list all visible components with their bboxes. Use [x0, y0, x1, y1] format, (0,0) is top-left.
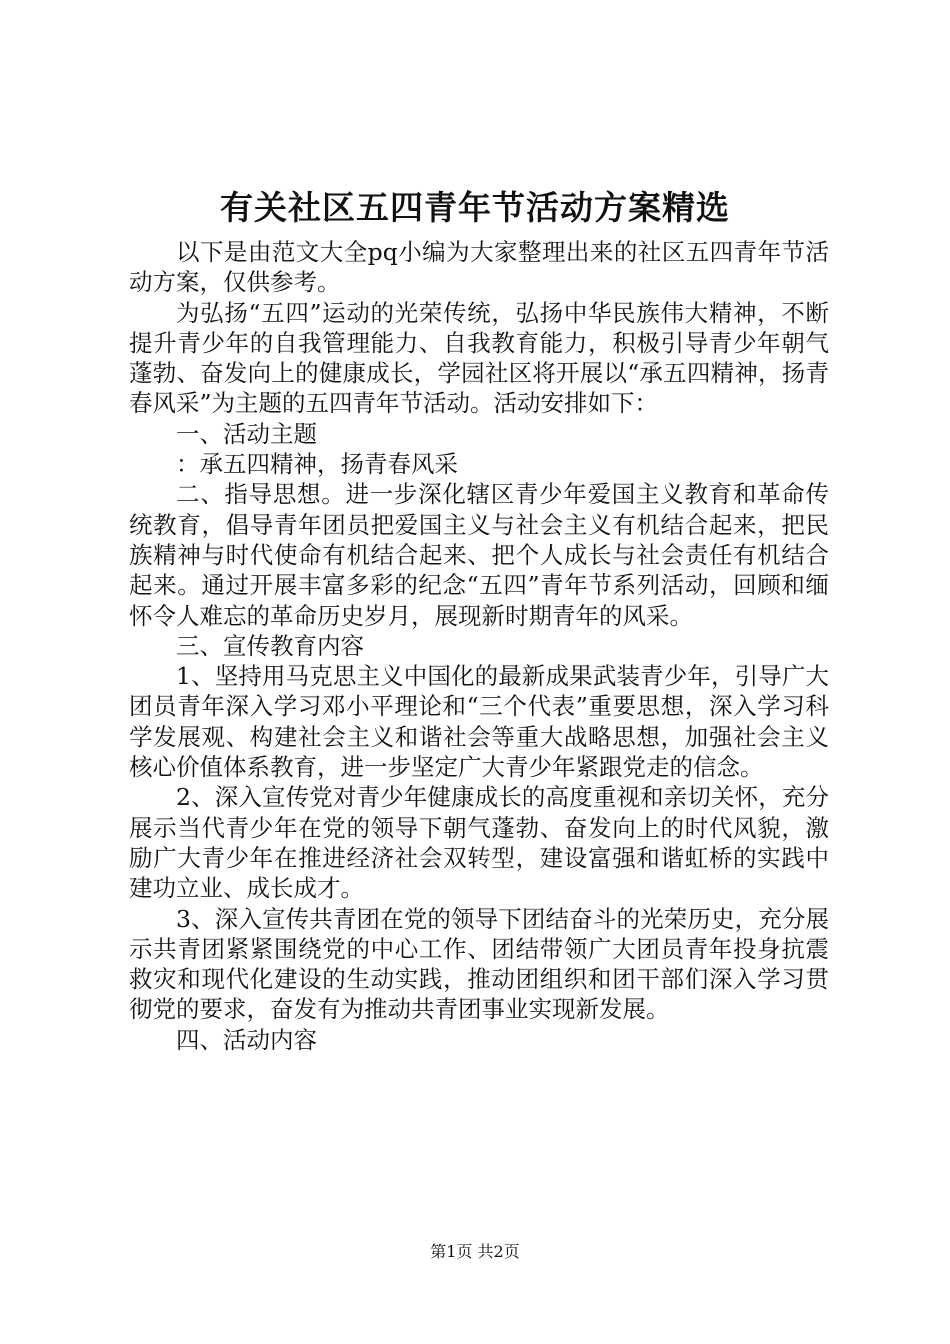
heading-activity-content: 四、活动内容 — [176, 1025, 317, 1054]
paragraph-guiding-thought: 二、指导思想。进一步深化辖区青少年爱国主义教育和革命传统教育，倡导青年团员把爱国主义与社会主义有机结合起来，把民族精神与时代使命有机结合起来、把个人成长与社会责任有机结合起来。通过开展丰富多彩的纪念“五四”青年节系列活动，回顾和缅怀令人难忘的革命历史岁月，展现新时期青年的风采。 — [129, 480, 829, 630]
paragraph-item-1: 1、坚持用马克思主义中国化的最新成果武装青少年，引导广大团员青年深入学习邓小平理论和“三个代表”重要思想，深入学习科学发展观、构建社会主义和谐社会等重大战略思想，加强社会主义核心价值体系教育，进一步坚定广大青少年紧跟党走的信念。 — [129, 662, 829, 782]
paragraph-intro: 以下是由范文大全pq小编为大家整理出来的社区五四青年节活动方案，仅供参考。 — [129, 238, 829, 297]
page-footer: 第1页 共2页 — [430, 1242, 520, 1261]
document-title: 有关社区五四青年节活动方案精选 — [220, 188, 730, 227]
heading-publicity-content: 三、宣传教育内容 — [176, 631, 364, 660]
paragraph-purpose: 为弘扬“五四”运动的光荣传统，弘扬中华民族伟大精神，不断提升青少年的自我管理能力、自我教育能力，积极引导青少年朝气蓬勃、奋发向上的健康成长，学园社区将开展以“承五四精神，扬青春风采”为主题的五四青年节活动。活动安排如下： — [129, 298, 829, 418]
paragraph-theme-text: ：承五四精神，扬青春风采 — [176, 450, 458, 479]
heading-activity-theme: 一、活动主题 — [176, 419, 317, 448]
paragraph-item-3: 3、深入宣传共青团在党的领导下团结奋斗的光荣历史，充分展示共青团紧紧围绕党的中心工作、团结带领广大团员青年投身抗震救灾和现代化建设的生动实践，推动团组织和团干部们深入学习贯彻党的要求，奋发有为推动共青团事业实现新发展。 — [129, 904, 829, 1024]
document-body — [129, 237, 829, 1055]
paragraph-item-2: 2、深入宣传党对青少年健康成长的高度重视和亲切关怀，充分展示当代青少年在党的领导下朝气蓬勃、奋发向上的时代风貌，激励广大青少年在推进经济社会双转型，建设富强和谐虹桥的实践中建功立业、成长成才。 — [129, 783, 829, 903]
